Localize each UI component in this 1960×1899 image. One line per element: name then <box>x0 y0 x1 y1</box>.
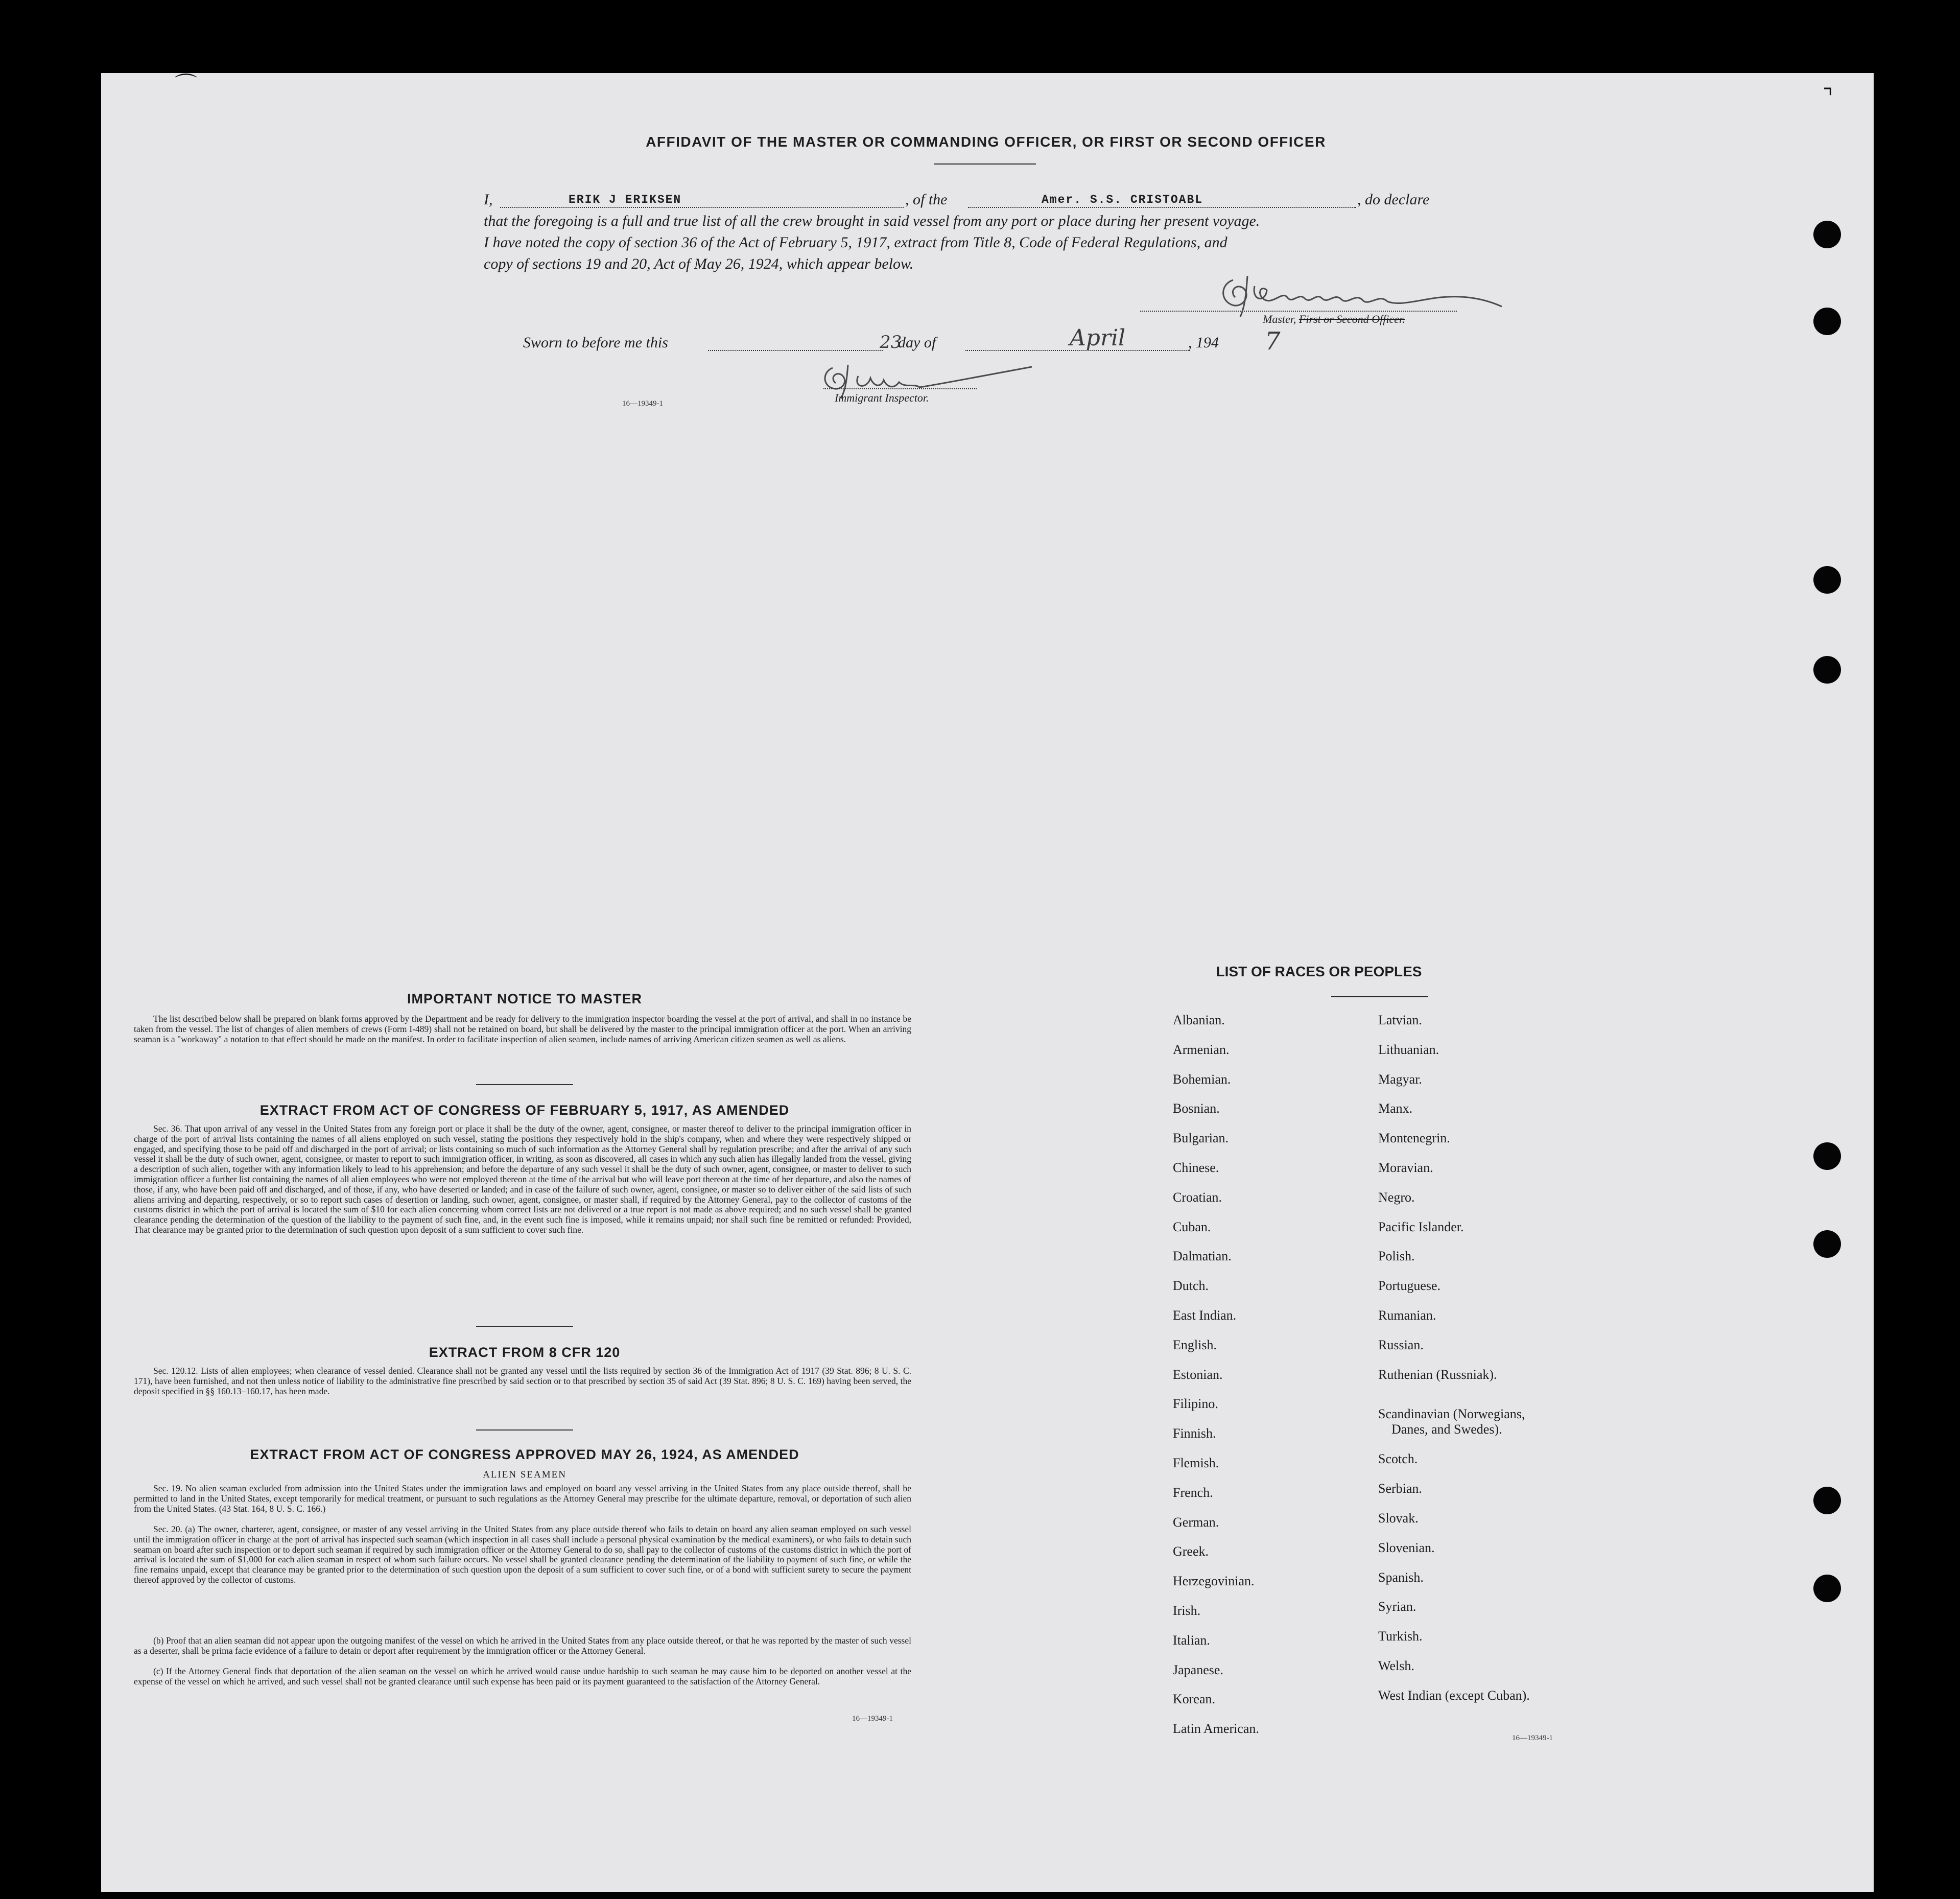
scan-mark-right: ⌝ <box>1823 84 1833 110</box>
race-item: Albanian. <box>1173 1013 1225 1027</box>
race-item: Scotch. <box>1378 1451 1418 1467</box>
form-number-top: 16—19349-1 <box>622 400 663 408</box>
race-item: Negro. <box>1378 1189 1415 1205</box>
race-item: Chinese. <box>1173 1160 1219 1175</box>
sworn-day: 23 <box>880 332 902 353</box>
sec-20c-text: (c) If the Attorney General finds that deportation of the alien seaman on the vessel on which he arrived would cause undue hardship to such seaman he may cause him to be deported on another vessel at the expense of the vessel on which he arrived, and such vessel shall not be granted clearance until such expense has been paid or its payment guaranteed to the satisfaction of the Attorney General. <box>134 1666 911 1686</box>
race-item: Rumanian. <box>1378 1308 1436 1323</box>
race-item: Slovenian. <box>1378 1540 1435 1555</box>
extract-1924-title: EXTRACT FROM ACT OF CONGRESS APPROVED MAY 26, 1924, AS AMENDED <box>250 1447 799 1462</box>
alien-seamen-subtitle: ALIEN SEAMEN <box>483 1469 566 1480</box>
divider <box>476 1429 573 1431</box>
title-underline <box>934 163 1036 165</box>
sec-20b-text: (b) Proof that an alien seaman did not appear upon the outgoing manifest of the vessel on which he arrived in the United States from any place outside thereof, or that he was reported by the master of such vessel as a deserter, shall be prima facie evidence of a failure to detain or deport after requirement by the immigration officer or the Attorney General. <box>134 1635 911 1656</box>
master-name: ERIK J ERIKSEN <box>569 193 682 206</box>
race-item: Scandinavian (Norwegians, <box>1378 1406 1525 1422</box>
race-item: Estonian. <box>1173 1367 1223 1382</box>
race-item: Pacific Islander. <box>1378 1219 1464 1234</box>
race-item: Japanese. <box>1173 1662 1223 1677</box>
race-item: Portuguese. <box>1378 1278 1441 1294</box>
race-item: Dutch. <box>1173 1278 1209 1294</box>
sec-19-text: Sec. 19. No alien seaman excluded from admission into the United States under the immigration laws and employed on board any vessel arriving in the United States from any place outside thereof, shall be permitted to land in the United States, except temporarily for medical treatment, or pursuant to such regulations as the Attorney General may prescribe for the ultimate departure, removal, or deportation of such alien from the United States. (43 Stat. 164, 8 U. S. C. 166.) <box>134 1483 911 1514</box>
extract-cfr-title: EXTRACT FROM 8 CFR 120 <box>429 1345 621 1360</box>
struck-officer-label: First or Second Officer. <box>1298 313 1405 325</box>
sworn-prefix: Sworn to before me this <box>523 334 668 351</box>
race-item: Korean. <box>1173 1692 1216 1707</box>
affidavit-line-1 <box>484 191 1472 212</box>
sworn-line <box>523 325 1289 356</box>
affidavit-line-3: I have noted the copy of section 36 of the Act of February 5, 1917, extract from Title 8, Code of Federal Regulations, and <box>484 234 1227 251</box>
sworn-year-digit: 7 <box>1265 327 1281 356</box>
race-item: French. <box>1173 1485 1213 1500</box>
form-number-notice: 16—19349-1 <box>852 1715 893 1723</box>
punch-hole <box>1813 1487 1841 1514</box>
race-item: Dalmatian. <box>1173 1249 1232 1264</box>
punch-hole <box>1813 1575 1841 1602</box>
extract-1917-title: EXTRACT FROM ACT OF CONGRESS OF FEBRUARY 5, 1917, AS AMENDED <box>259 1103 790 1118</box>
race-item: Italian. <box>1173 1632 1210 1648</box>
race-item: Danes, and Swedes). <box>1391 1422 1502 1437</box>
race-item: Welsh. <box>1378 1658 1414 1673</box>
punch-hole <box>1813 1230 1841 1258</box>
punch-hole <box>1813 221 1841 248</box>
race-item: Finnish. <box>1173 1426 1216 1441</box>
race-item: Serbian. <box>1378 1481 1422 1496</box>
master-label: Master, <box>1263 313 1296 325</box>
race-item: Greek. <box>1173 1544 1209 1559</box>
affidavit-title: AFFIDAVIT OF THE MASTER OR COMMANDING OFFICER, OR FIRST OR SECOND OFFICER <box>646 134 1326 150</box>
punch-hole <box>1813 566 1841 594</box>
affidavit-of-the: , of the <box>905 191 948 208</box>
race-item: Spanish. <box>1378 1569 1424 1585</box>
race-item: Manx. <box>1378 1101 1413 1116</box>
sworn-day-word: day of <box>898 334 936 351</box>
affidavit-i-prefix: I, <box>484 191 493 208</box>
race-item: Herzegovinian. <box>1173 1574 1255 1589</box>
race-item: Ruthenian (Russniak). <box>1378 1367 1497 1382</box>
race-item: Bosnian. <box>1173 1101 1220 1116</box>
form-number-races: 16—19349-1 <box>1512 1734 1553 1742</box>
inspector-signature-line <box>823 387 977 389</box>
race-item: Irish. <box>1173 1603 1201 1618</box>
race-item: West Indian (except Cuban). <box>1378 1687 1530 1703</box>
notice-title: IMPORTANT NOTICE TO MASTER <box>407 991 642 1006</box>
race-item: Montenegrin. <box>1378 1131 1450 1146</box>
race-item: Russian. <box>1378 1337 1424 1352</box>
punch-hole <box>1813 308 1841 335</box>
race-item: Latin American. <box>1173 1721 1259 1737</box>
race-item: Moravian. <box>1378 1160 1433 1175</box>
divider <box>476 1084 573 1085</box>
affidavit-line-4: copy of sections 19 and 20, Act of May 26, 1924, which appear below. <box>484 255 914 272</box>
affidavit-do-declare: , do declare <box>1357 191 1430 208</box>
divider <box>476 1326 573 1327</box>
extract-cfr-text: Sec. 120.12. Lists of alien employees; when clearance of vessel denied. Clearance shall not be granted any vessel until the lists required by section 36 of the Immigration Act of 1917 (39 Stat. 896; 8 U. S. C. 171), have been furnished, and not then unless notice of liability to the administrative fine prescribed by said section or to that prescribed by section 35 of said Act (39 Stat. 896; 8 U. S. C. 169) having been served, the deposit specified in §§ 160.13–160.17, has been made. <box>134 1366 911 1396</box>
race-item: Bohemian. <box>1173 1071 1231 1087</box>
punch-hole <box>1813 656 1841 684</box>
vessel-name: Amer. S.S. CRISTOABL <box>1042 193 1203 206</box>
race-item: German. <box>1173 1514 1219 1530</box>
race-item: East Indian. <box>1173 1308 1237 1323</box>
notice-text: The list described below shall be prepared on blank forms approved by the Department and be ready for delivery to the immigration inspector boarding the vessel at the port of arrival, and shall in no instance be taken from the vessel. The list of changes of alien members of crews (Form I-489) shall not be retained on board, but shall be delivered by the master to the principal immigration officer at the port. When an arriving seaman is a "workaway" a notation to that effect should be made on the manifest. In order to facilitate inspection of alien seamen, include names of arriving American citizen seamen as well as aliens. <box>134 1014 911 1044</box>
race-item: Syrian. <box>1378 1599 1416 1614</box>
race-item: Cuban. <box>1173 1219 1211 1234</box>
race-item: Flemish. <box>1173 1456 1219 1470</box>
race-item: English. <box>1173 1337 1217 1352</box>
race-item: Armenian. <box>1173 1042 1230 1057</box>
race-item: Bulgarian. <box>1173 1131 1229 1146</box>
punch-hole <box>1813 1142 1841 1170</box>
races-title: LIST OF RACES OR PEOPLES <box>1216 964 1422 979</box>
affidavit-line-2: that the foregoing is a full and true list of all the crew brought in said vessel from any port or place during her present voyage. <box>484 213 1260 229</box>
race-item: Slovak. <box>1378 1511 1419 1526</box>
sec-20a-text: Sec. 20. (a) The owner, charterer, agent, consignee, or master of any vessel arriving in the United States from any place outside thereof who fails to detain on board any alien seaman employed on such vessel until the immigration officer in charge at the port of arrival has inspected such seaman (which inspection in all cases shall include a personal physical examination by the medical examiners), or who fails to detain such seaman on board after such inspection or to deport such seaman if required by such immigration officer or the Attorney General to do so, shall pay to the collector of customs of the customs district in which the port of arrival is located the sum of $1,000 for each alien seaman in respect of whom such failure occurs. No vessel shall be granted clearance pending the determination of the liability to payment of such fine, or while the fine remains unpaid, except that clearance may be granted prior to the determination of such question upon the deposit of a sum sufficient to cover such fine, or of a bond with sufficient surety to secure the payment thereof approved by the collector of customs. <box>134 1524 911 1585</box>
race-item: Croatian. <box>1173 1189 1222 1205</box>
races-title-underline <box>1331 996 1428 997</box>
scan-mark-left: ⌒ <box>175 72 197 98</box>
race-item: Polish. <box>1378 1249 1415 1264</box>
sworn-year-prefix: , 194 <box>1188 334 1219 351</box>
race-item: Latvian. <box>1378 1013 1422 1027</box>
race-item: Turkish. <box>1378 1629 1423 1644</box>
extract-1917-text: Sec. 36. That upon arrival of any vessel in the United States from any foreign port or place it shall be the duty of the owner, agent, consignee, or master thereof to deliver to the principal immigration officer in charge of the port of arrival lists containing the names of all aliens employed on such vessel, stating the positions they respectively hold in the ship's company, when and where they were respectively shipped or engaged, and specifying those to be paid off and discharged in the port of arrival; or lists containing so much of such information as the Attorney General shall by regulation prescribe; and after the arrival of any such vessel it shall be the duty of such owner, agent, consignee, or master to report to such immigration officer, in writing, as soon as discovered, all cases in which any such alien has illegally landed from the vessel, giving a description of such alien, together with any information likely to lead to his apprehension; and before the departure of any such vessel it shall be the duty of such owner, agent, consignee, or master to deliver to such immigration officer a further list containing the names of all alien employees who were not employed thereon at the time of the arrival but who will leave port thereon at the time of her departure, and also the names of those, if any, who have been paid off and discharged, and of those, if any, who have deserted or landed; and in case of the failure of such owner, agent, consignee, or master so to deliver either of the said lists of such aliens arriving and departing, respectively, or so to report such cases of desertion or landing, such owner, agent, consignee, or master shall, if required by the Attorney General, pay to the collector of customs of the customs district in which the port of arrival is located the sum of $10 for each alien concerning whom correct lists are not delivered or a true report is not made as above required; and no such vessel shall be granted clearance pending the determination of the question of the liability to the payment of such fine, and, in the event such fine is imposed, while it remains unpaid; nor shall such fine be remitted or refunded: Provided, That clearance may be granted prior to the determination of such question upon deposit of a sum sufficient to cover such fine. <box>134 1123 911 1235</box>
race-item: Filipino. <box>1173 1396 1218 1412</box>
master-signature-label <box>1263 313 1405 326</box>
sworn-month: April <box>1070 325 1126 351</box>
race-item: Lithuanian. <box>1378 1042 1439 1057</box>
race-item: Magyar. <box>1378 1071 1422 1087</box>
inspector-label: Immigrant Inspector. <box>835 391 929 404</box>
